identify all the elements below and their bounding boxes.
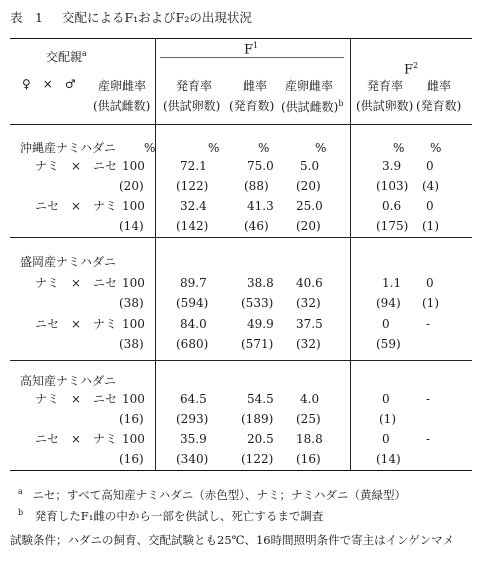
count-cell: (189): [241, 412, 274, 426]
group-name: 沖縄産ナミハダニ: [20, 141, 117, 155]
value-cell: -: [426, 392, 431, 406]
count-cell: (594): [176, 296, 209, 310]
f1-header: $F^1$: [244, 41, 259, 58]
count-cell: (571): [241, 337, 274, 351]
value-cell: 20.5: [247, 432, 274, 446]
cross-label: ニセ × ナミ: [35, 317, 118, 331]
count-cell: (680): [176, 337, 209, 351]
value-cell: 75.0: [247, 159, 274, 173]
f1-dev-header: 発育率: [176, 79, 213, 93]
group-rule-2: [10, 360, 472, 361]
count-cell: (94): [376, 296, 401, 310]
group-name: 高知産ナミハダニ: [20, 374, 117, 388]
value-cell: 100: [122, 199, 145, 213]
count-cell: (16): [119, 412, 144, 426]
count-cell: (16): [119, 452, 144, 466]
cross-label: ニセ × ナミ: [35, 199, 118, 213]
count-cell: (293): [176, 412, 209, 426]
f2-header: $F^2$: [404, 61, 419, 78]
header-rule: [10, 124, 472, 125]
value-cell: 100: [122, 317, 145, 331]
test-conditions: 試験条件；ハダニの飼育、交配試験とも25℃、16時間照明条件で寄主はインゲンマメ: [10, 533, 455, 547]
count-cell: (103): [376, 179, 409, 193]
group-name: 盛岡産ナミハダニ: [20, 255, 117, 269]
cross-label: ナミ × ニセ: [35, 159, 118, 173]
cross-label: ナミ × ニセ: [35, 392, 118, 406]
count-cell: (1): [422, 219, 439, 233]
value-cell: 18.8: [296, 432, 323, 446]
value-cell: 0: [382, 317, 390, 331]
footnote-a: $^a$ ニセ；すべて高知産ナミハダニ（赤色型）、ナミ；ナミハダニ（黄緑型）: [18, 487, 406, 502]
count-cell: (533): [241, 296, 274, 310]
footnote-b: $^b$ 発育したF₁雌の中から一部を供試し、死亡するまで調査: [18, 508, 324, 523]
f1-dev-n-header: (供試卵数): [163, 99, 221, 113]
value-cell: 4.0: [300, 392, 320, 406]
value-cell: -: [426, 317, 431, 331]
value-cell: 100: [122, 159, 145, 173]
value-cell: 100: [122, 276, 145, 290]
f2-dev-n-header: (供試卵数): [356, 99, 414, 113]
count-cell: (38): [119, 296, 144, 310]
top-rule: [10, 38, 472, 39]
count-cell: (88): [244, 179, 269, 193]
sex-symbols: ♀ × ♂: [22, 77, 76, 91]
cross-parent-header: 交配親$^a$: [46, 49, 87, 64]
count-cell: (20): [296, 179, 321, 193]
f2-dev-header: 発育率: [367, 79, 404, 93]
count-cell: (340): [176, 452, 209, 466]
value-cell: 100: [122, 392, 145, 406]
f1-female-n-header: (発育数): [229, 99, 275, 113]
bottom-rule: [10, 470, 472, 471]
value-cell: 35.9: [180, 432, 207, 446]
f2-female-header: 雌率: [427, 79, 452, 93]
value-cell: 49.9: [247, 317, 274, 331]
value-cell: 25.0: [296, 199, 323, 213]
col-divider-2: [350, 38, 351, 470]
table-label: 表 1: [10, 10, 43, 25]
value-cell: 40.6: [296, 276, 323, 290]
count-cell: (38): [119, 337, 144, 351]
value-cell: 0: [382, 432, 390, 446]
count-cell: (32): [296, 296, 321, 310]
value-cell: 37.5: [296, 317, 323, 331]
count-cell: (122): [176, 179, 209, 193]
unit-cell: %: [315, 141, 327, 155]
egg-female-n-header: (供試雌数): [93, 99, 151, 113]
unit-cell: %: [430, 141, 442, 155]
count-cell: (25): [296, 412, 321, 426]
count-cell: (46): [244, 219, 269, 233]
value-cell: 5.0: [300, 159, 320, 173]
value-cell: -: [426, 432, 431, 446]
value-cell: 64.5: [180, 392, 207, 406]
count-cell: (20): [119, 179, 144, 193]
value-cell: 1.1: [382, 276, 402, 290]
f1-egg-female-header: 産卵雌率: [285, 79, 334, 93]
col-divider-1: [155, 38, 156, 470]
count-cell: (16): [296, 452, 321, 466]
count-cell: (142): [176, 219, 209, 233]
f1-egg-female-n-header: (供試雌数)$^b$: [281, 99, 344, 114]
count-cell: (4): [422, 179, 439, 193]
group-rule-1: [10, 237, 472, 238]
unit-cell: %: [208, 141, 220, 155]
count-cell: (122): [241, 452, 274, 466]
table-title: 交配によるF₁およびF₂の出現状況: [62, 10, 252, 25]
value-cell: 100: [122, 432, 145, 446]
count-cell: (1): [379, 412, 396, 426]
value-cell: 89.7: [180, 276, 207, 290]
value-cell: 38.8: [247, 276, 274, 290]
value-cell: 84.0: [180, 317, 207, 331]
count-cell: (14): [376, 452, 401, 466]
value-cell: 41.3: [247, 199, 274, 213]
cross-label: ナミ × ニセ: [35, 276, 118, 290]
value-cell: 0: [426, 276, 434, 290]
egg-female-header: 産卵雌率: [98, 79, 147, 93]
value-cell: 32.4: [180, 199, 207, 213]
value-cell: 0.6: [382, 199, 402, 213]
value-cell: 0: [382, 392, 390, 406]
unit-cell: %: [393, 141, 405, 155]
f2-female-n-header: (発育数): [416, 99, 462, 113]
value-cell: 3.9: [382, 159, 402, 173]
f1-female-header: 雌率: [243, 79, 268, 93]
count-cell: (14): [119, 219, 144, 233]
value-cell: 0: [426, 199, 434, 213]
count-cell: (1): [422, 296, 439, 310]
value-cell: 72.1: [180, 159, 207, 173]
value-cell: 0: [426, 159, 434, 173]
unit-cell: %: [144, 141, 156, 155]
count-cell: (175): [376, 219, 409, 233]
count-cell: (32): [296, 337, 321, 351]
cross-label: ニセ × ナミ: [35, 432, 118, 446]
unit-cell: %: [258, 141, 270, 155]
value-cell: 54.5: [247, 392, 274, 406]
count-cell: (59): [376, 337, 401, 351]
count-cell: (20): [296, 219, 321, 233]
